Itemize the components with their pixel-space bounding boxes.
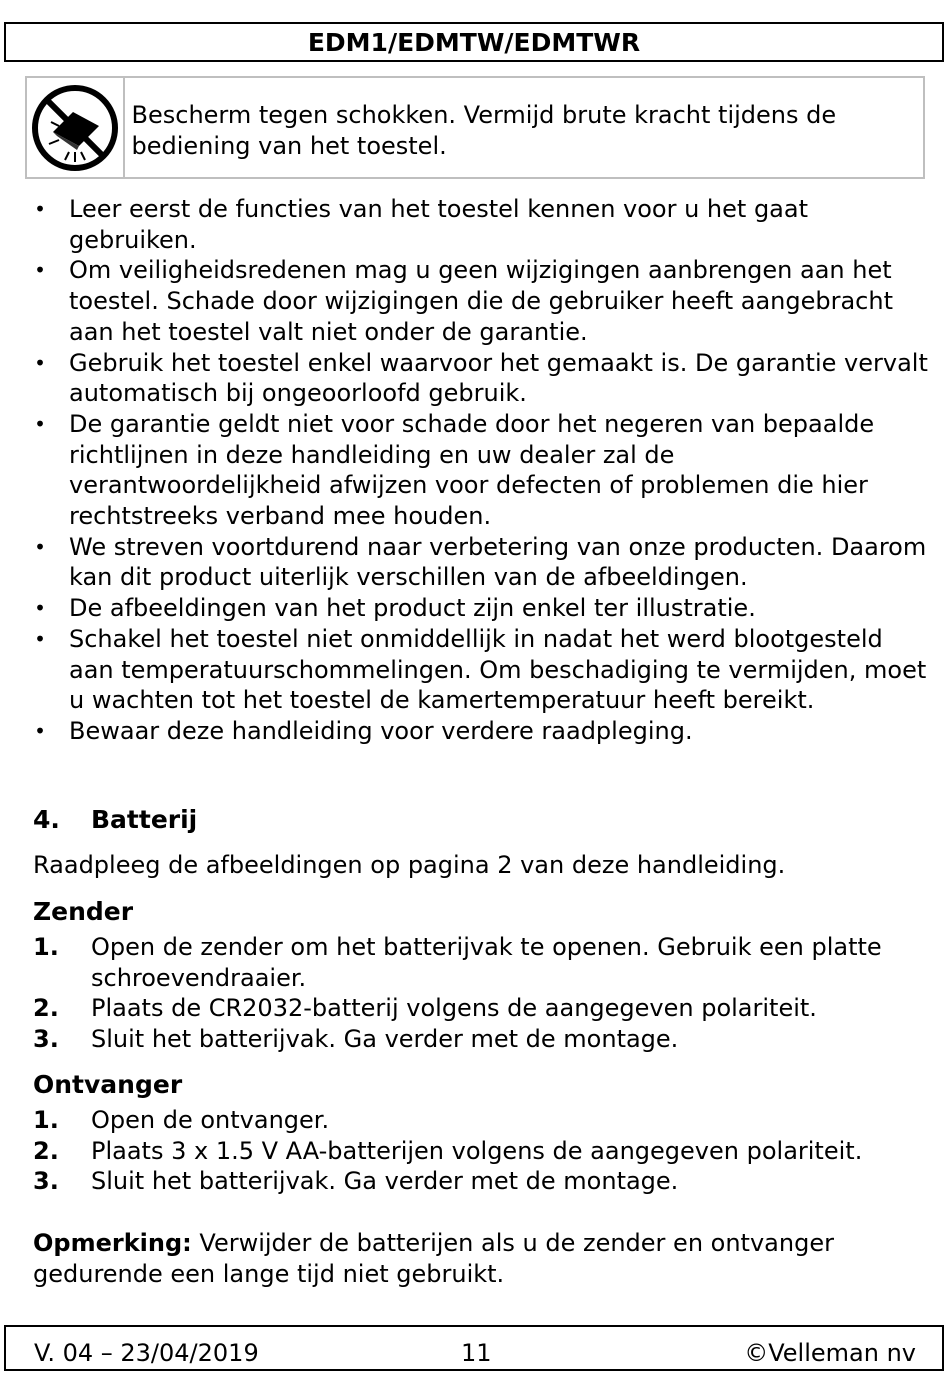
section-heading bbox=[33, 803, 197, 837]
bullet-marker: • bbox=[34, 596, 46, 621]
bullet-marker: • bbox=[34, 350, 46, 375]
list-item: 3. Sluit het batterijvak. Ga verder met de montage. bbox=[33, 1167, 679, 1196]
step-number: 1. bbox=[33, 933, 59, 961]
header-title: EDM1/EDMTW/EDMTWR bbox=[307, 28, 641, 57]
bullet-marker: • bbox=[34, 197, 46, 221]
list-item: • Schakel het toestel niet onmiddellijk in nadat het werd blootgesteld aan temperatuurschommelingen. Om beschadiging te vermijden, moet u wachten tot het toestel de kamertemperatuur heeft bereikt. bbox=[34, 624, 927, 715]
bullet-marker: • bbox=[34, 626, 46, 651]
intro-paragraph: Raadpleeg de afbeeldingen op pagina 2 van deze handleiding. bbox=[33, 851, 786, 879]
step-number: 2. bbox=[33, 994, 59, 1023]
no-shock-icon bbox=[29, 82, 121, 174]
warning-box bbox=[25, 76, 925, 179]
ontvanger-steps bbox=[33, 1105, 913, 1197]
list-item: • Leer eerst de functies van het toestel kennen voor u het gaat gebruiken. bbox=[34, 195, 809, 254]
page-number: 11 bbox=[461, 1339, 492, 1367]
step-number: 2. bbox=[33, 1136, 59, 1165]
document-footer bbox=[4, 1325, 944, 1371]
note-text: Verwijder de batterijen als u de zender en ontvanger gedurende een lange tijd niet gebruikt. bbox=[33, 1229, 834, 1288]
bullet-marker: • bbox=[34, 411, 46, 436]
note-paragraph bbox=[33, 1228, 913, 1290]
warning-text: Bescherm tegen schokken. Vermijd brute kracht tijdens de bediening van het toestel. bbox=[131, 101, 837, 160]
note-label: Opmerking: bbox=[33, 1229, 192, 1257]
footer-copyright: ©Velleman nv bbox=[744, 1339, 916, 1367]
section-title: Batterij bbox=[91, 805, 198, 834]
document-header bbox=[4, 22, 944, 62]
footer-version: V. 04 – 23/04/2019 bbox=[34, 1339, 259, 1367]
bullet-marker: • bbox=[34, 258, 46, 283]
list-item: 2. Plaats 3 x 1.5 V AA-batterijen volgens de aangegeven polariteit. bbox=[33, 1136, 863, 1165]
list-item: 1. Open de zender om het batterijvak te openen. Gebruik een platte schroevendraaier. bbox=[33, 933, 882, 992]
step-number: 3. bbox=[33, 1167, 59, 1196]
zender-heading: Zender bbox=[33, 897, 134, 926]
list-item: • Om veiligheidsredenen mag u geen wijzigingen aanbrengen aan het toestel. Schade door wijzigingen die de gebruiker heeft aangebracht aan het toestel valt niet onder de garantie. bbox=[34, 256, 893, 346]
list-item: 3. Sluit het batterijvak. Ga verder met de montage. bbox=[33, 1025, 679, 1054]
safety-bullet-list bbox=[33, 194, 933, 747]
list-item: 2. Plaats de CR2032-batterij volgens de aangegeven polariteit. bbox=[33, 994, 817, 1023]
list-item: • De afbeeldingen van het product zijn enkel ter illustratie. bbox=[34, 594, 756, 623]
step-number: 3. bbox=[33, 1025, 59, 1054]
list-item: • De garantie geldt niet voor schade door het negeren van bepaalde richtlijnen in deze handleiding en uw dealer zal de verantwoordelijkheid afwijzen voor defecten of problemen die hier rechtstreeks verband mee houden. bbox=[34, 409, 875, 531]
bullet-marker: • bbox=[34, 718, 46, 743]
bullet-marker: • bbox=[34, 534, 46, 559]
list-item: • We streven voortdurend naar verbetering van onze producten. Daarom kan dit product uiterlijk verschillen van de afbeeldingen. bbox=[34, 532, 927, 592]
section-number: 4. bbox=[33, 805, 60, 834]
step-number: 1. bbox=[33, 1106, 59, 1134]
list-item: • Gebruik het toestel enkel waarvoor het gemaakt is. De garantie vervalt automatisch bij ongeoorloofd gebruik. bbox=[34, 348, 928, 408]
warning-icon-cell bbox=[27, 78, 125, 177]
list-item: 1. Open de ontvanger. bbox=[33, 1106, 330, 1134]
list-item: • Bewaar deze handleiding voor verdere raadpleging. bbox=[34, 716, 693, 745]
zender-steps bbox=[33, 932, 913, 1055]
ontvanger-heading: Ontvanger bbox=[33, 1070, 183, 1099]
